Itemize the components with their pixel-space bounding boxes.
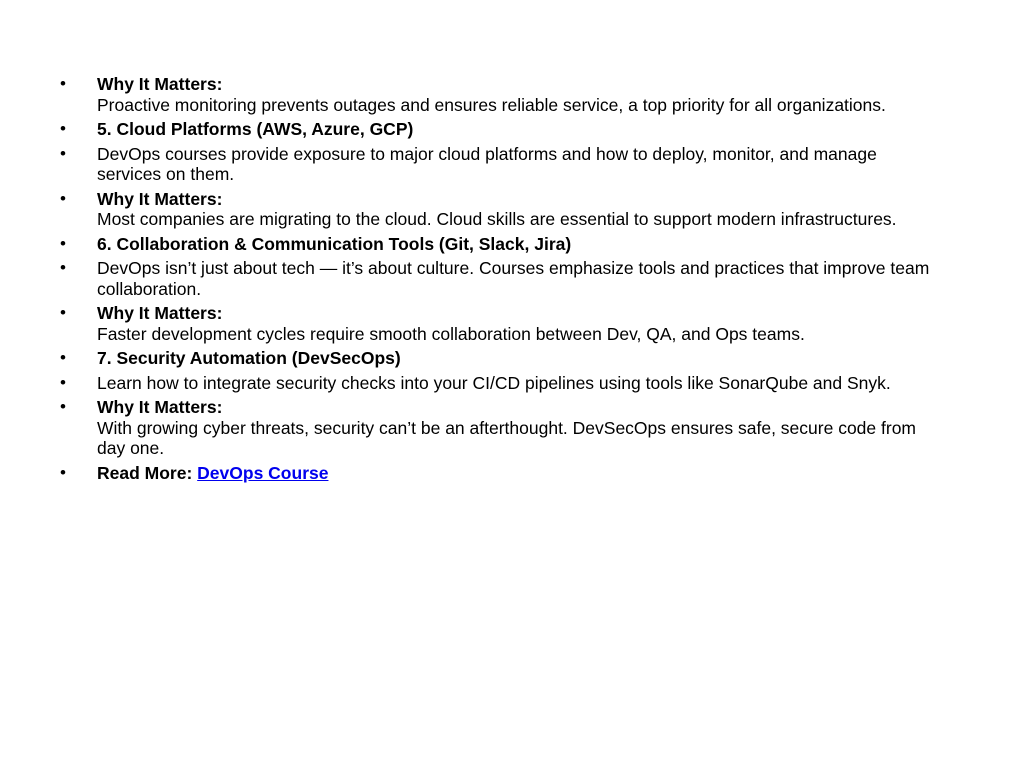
section-heading: 6. Collaboration & Communication Tools (Git, Slack, Jira) <box>97 233 572 254</box>
list-item <box>60 144 940 185</box>
list-item <box>60 119 940 140</box>
item-text: With growing cyber threats, security can’t be an afterthought. DevSecOps ensures safe, secure code from day one. <box>97 417 917 458</box>
list-item <box>60 348 940 369</box>
item-text: DevOps courses provide exposure to major cloud platforms and how to deploy, monitor, and manage services on them. <box>97 143 877 184</box>
bullet-icon: • <box>60 348 66 367</box>
bullet-icon: • <box>60 119 66 138</box>
bullet-icon: • <box>60 258 66 277</box>
bullet-icon: • <box>60 372 66 392</box>
list-item <box>60 397 940 459</box>
bullet-icon: • <box>60 74 66 93</box>
item-text: Faster development cycles require smooth collaboration between Dev, QA, and Ops teams. <box>97 323 805 344</box>
bullet-icon: • <box>60 303 66 322</box>
bullet-icon: • <box>60 233 66 253</box>
section-heading: 5. Cloud Platforms (AWS, Azure, GCP) <box>97 119 414 139</box>
list-item <box>60 74 940 115</box>
bullet-icon: • <box>60 397 66 416</box>
list-item <box>60 189 940 230</box>
item-heading: Why It Matters: <box>97 397 223 417</box>
read-more-item <box>60 463 940 484</box>
bullet-list <box>60 74 940 487</box>
bullet-icon: • <box>60 188 66 208</box>
item-heading: Why It Matters: <box>97 188 223 209</box>
item-heading: Why It Matters: <box>97 74 223 94</box>
list-item <box>60 373 940 394</box>
devops-course-link[interactable]: DevOps Course <box>197 462 329 483</box>
item-text: Most companies are migrating to the cloud. Cloud skills are essential to support modern infrastructures. <box>97 209 897 229</box>
section-heading: 7. Security Automation (DevSecOps) <box>97 348 401 368</box>
list-item <box>60 303 940 344</box>
bullet-icon: • <box>60 462 66 482</box>
read-more-label: Read More: <box>97 462 193 483</box>
item-text: DevOps isn’t just about tech — it’s about culture. Courses emphasize tools and practices that improve team collaboration. <box>97 258 930 299</box>
bullet-icon: • <box>60 143 66 163</box>
item-text: Learn how to integrate security checks into your CI/CD pipelines using tools like SonarQube and Snyk. <box>97 372 891 393</box>
list-item <box>60 234 940 255</box>
item-heading: Why It Matters: <box>97 303 223 323</box>
list-item <box>60 258 940 299</box>
item-text: Proactive monitoring prevents outages and ensures reliable service, a top priority for all organizations. <box>97 94 886 115</box>
